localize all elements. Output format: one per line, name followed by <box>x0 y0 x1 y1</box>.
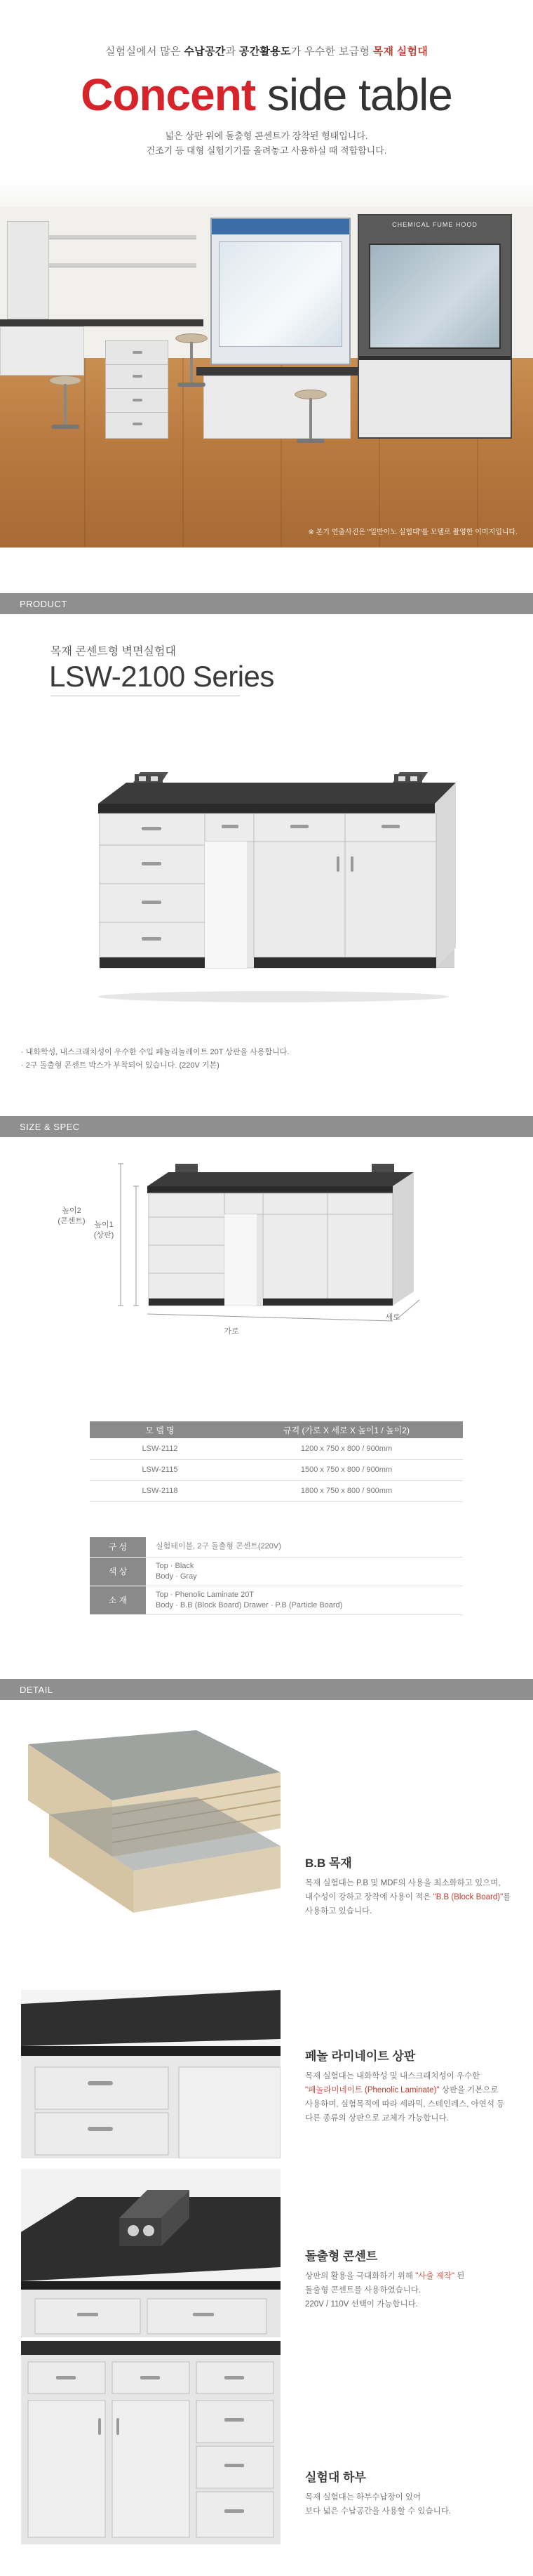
outlet-box-right <box>393 772 428 783</box>
drawer <box>106 413 168 437</box>
product-model-title: LSW-2100 Series <box>49 660 274 693</box>
hero-header <box>0 0 533 161</box>
lab-scene-photo <box>0 179 533 547</box>
dimension-height2-label: 높이2 (콘센트) <box>58 1207 86 1226</box>
spec-table <box>90 1421 463 1502</box>
bench-top <box>0 319 203 326</box>
list-item: · 내화학성, 내스크래치성이 우수한 수입 페놀리놀레이트 20T 상판을 사용합니다. <box>21 1046 289 1059</box>
detail-title-outlet: 돌출형 콘센트 <box>305 2250 378 2263</box>
table-row: LSW-2112 1200 x 750 x 800 / 900mm <box>90 1438 463 1459</box>
hero-title <box>0 70 533 119</box>
detail-text-outlet: 상판의 활용을 극대화하기 위해 "사출 제작" 된 돌출형 콘센트를 사용하였습니다. 220V / 110V 선택이 가능합니다. <box>305 2272 465 2309</box>
product-image-bench <box>84 762 463 1004</box>
product-subtitle: 목재 콘센트형 벽면실험대 <box>50 646 176 658</box>
dimension-height1-label: 높이1 (상판) <box>93 1221 114 1240</box>
detail-text-phenolic-top: 목재 실험대는 내화학성 및 내스크래치성이 우수한 "페놀라미네이트 (Phenolic Laminate)" 상판을 기본으로 사용하며, 실험목적에 따라 세라믹, 스테인레스, 아연석 등 다른 종류의 상판으로 교체가 가능합니다. <box>305 2072 505 2123</box>
bench-body <box>0 326 84 376</box>
fume-hood-blue <box>210 218 351 365</box>
drawer-cabinet <box>105 340 168 439</box>
dimension-width-label: 가로 <box>224 1327 239 1336</box>
detail-image-phenolic-top <box>21 1990 281 2158</box>
info-table <box>90 1537 463 1615</box>
table-row: 소 재 Top · Phenolic Laminate 20T Body · B.B (Block Board) Drawer · P.B (Particle Board) <box>90 1586 463 1614</box>
island-bench-body <box>203 376 351 439</box>
detail-image-block-board <box>21 1730 281 1927</box>
spec-header-size: 규격 (가로 X 세로 X 높이1 / 높이2) <box>230 1421 463 1438</box>
drawer <box>106 389 168 413</box>
dimension-depth-label: 세로 <box>385 1313 400 1322</box>
drawer <box>106 341 168 365</box>
hero-title-concent: Concent <box>81 69 256 120</box>
list-item: · 2구 돌출형 콘센트 박스가 부착되어 있습니다. (220V 기본) <box>21 1059 289 1073</box>
table-row: 구 성 실험테이블, 2구 돌출형 콘센트(220V) <box>90 1537 463 1557</box>
island-bench-top <box>196 367 358 376</box>
dimension-drawing <box>105 1144 442 1334</box>
table-row: LSW-2118 1800 x 750 x 800 / 900mm <box>90 1480 463 1501</box>
spec-header-model: 모 델 명 <box>90 1421 230 1438</box>
hero-title-side-table: side table <box>266 69 452 120</box>
detail-image-lower-cabinet <box>21 2341 281 2544</box>
hero-photo-note: ※ 본기 연출사진은 "일반이노 실험대"를 모델로 촬영한 이미지입니다. <box>308 529 518 536</box>
table-row: LSW-2115 1500 x 750 x 800 / 900mm <box>90 1459 463 1480</box>
floor-plank-line <box>84 358 86 547</box>
chemical-fume-hood: CHEMICAL FUME HOOD <box>358 214 512 439</box>
drawer <box>106 365 168 389</box>
hero-tagline: 실험실에서 많은 수납공간과 공간활용도가 우수한 보급형 목재 실험대 <box>104 46 429 58</box>
wall-cabinet <box>7 221 49 319</box>
detail-title-bb-wood: B.B 목재 <box>305 1857 352 1870</box>
product-feature-list <box>21 1046 289 1073</box>
hero-section <box>0 0 533 547</box>
hero-description: 넓은 상판 위에 돌출형 콘센트가 장착된 형태입니다. 건조기 등 대형 실험기기를 올려놓고 사용하실 때 적합합니다. <box>146 131 387 156</box>
section-bar-detail: DETAIL <box>0 1679 533 1700</box>
outlet-box-left <box>133 772 168 783</box>
section-bar-size-spec: SIZE & SPEC <box>0 1116 533 1137</box>
section-bar-product: PRODUCT <box>0 593 533 614</box>
detail-title-lower-cabinet: 실험대 하부 <box>305 2471 366 2484</box>
detail-image-outlet <box>21 2169 281 2337</box>
detail-title-phenolic-top: 페놀 라미네이트 상판 <box>305 2050 416 2063</box>
table-row: 색 상 Top · Black Body · Gray <box>90 1557 463 1586</box>
detail-text-lower-cabinet: 목재 실험대는 하부수납장이 있어 보다 넓은 수납공간을 사용할 수 있습니다. <box>305 2493 452 2516</box>
detail-text-bb-wood: 목재 실험대는 P.B 및 MDF의 사용을 최소화하고 있으며, 내수성이 강하고 장착에 사용이 적은 "B.B (Block Board)"를 사용하고 있습니다. <box>305 1879 511 1916</box>
